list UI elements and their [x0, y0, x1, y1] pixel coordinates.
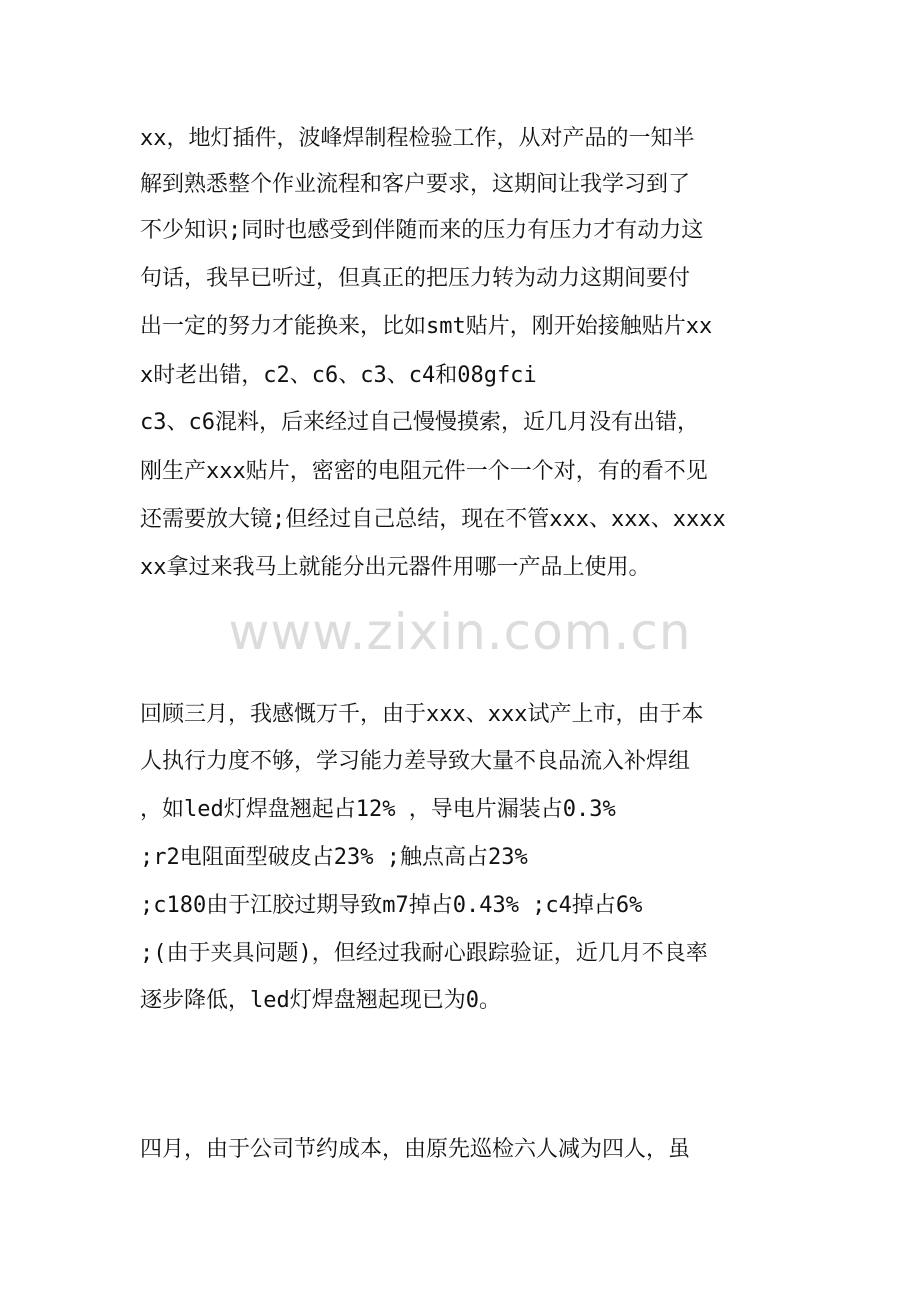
paragraph-1-line-9: 还需要放大镜;但经过自己总结，现在不管xxx、xxx、xxxx [140, 507, 726, 532]
paragraph-2-line-5: ;c180由于江胶过期导致m7掉占0.43% ;c4掉占6% [140, 893, 643, 918]
paragraph-1-line-10: xx拿过来我马上就能分出元器件用哪一产品上使用。 [140, 555, 651, 580]
paragraph-1-line-8: 刚生产xxx贴片，密密的电阻元件一个一个对，有的看不见 [140, 459, 708, 484]
paragraph-2-line-1: 回顾三月，我感慨万千，由于xxx、xxx试产上市，由于本 [140, 702, 704, 727]
paragraph-1-line-4: 句话，我早已听过，但真正的把压力转为动力这期间要付 [140, 266, 691, 291]
paragraph-1-line-3: 不少知识;同时也感受到伴随而来的压力有压力才有动力这 [140, 218, 704, 243]
paragraph-1-line-2: 解到熟悉整个作业流程和客户要求，这期间让我学习到了 [140, 172, 691, 197]
paragraph-2-line-6: ;(由于夹具问题)，但经过我耐心跟踪验证，近几月不良率 [140, 941, 708, 966]
watermark-text: www.zixin.com.cn [228, 603, 692, 661]
paragraph-2-line-7: 逐步降低，led灯焊盘翘起现已为0。 [140, 988, 501, 1013]
paragraph-2-line-2: 人执行力度不够，学习能力差导致大量不良品流入补焊组 [140, 749, 691, 774]
paragraph-1-line-1: xx，地灯插件，波峰焊制程检验工作，从对产品的一知半 [140, 126, 695, 151]
paragraph-1-line-7: c3、c6混料，后来经过自己慢慢摸索，近几月没有出错， [140, 410, 699, 435]
paragraph-1-line-6: x时老出错，c2、c6、c3、c4和08gfci [140, 363, 537, 388]
paragraph-3-line-1: 四月，由于公司节约成本，由原先巡检六人减为四人，虽 [140, 1137, 691, 1162]
paragraph-2-line-4: ;r2电阻面型破皮占23% ;触点高占23% [140, 845, 528, 870]
paragraph-2-line-3: ，如led灯焊盘翘起占12% ，导电片漏装占0.3% [140, 797, 616, 822]
paragraph-1-line-5: 出一定的努力才能换来，比如smt贴片，刚开始接触贴片xx [140, 314, 713, 339]
